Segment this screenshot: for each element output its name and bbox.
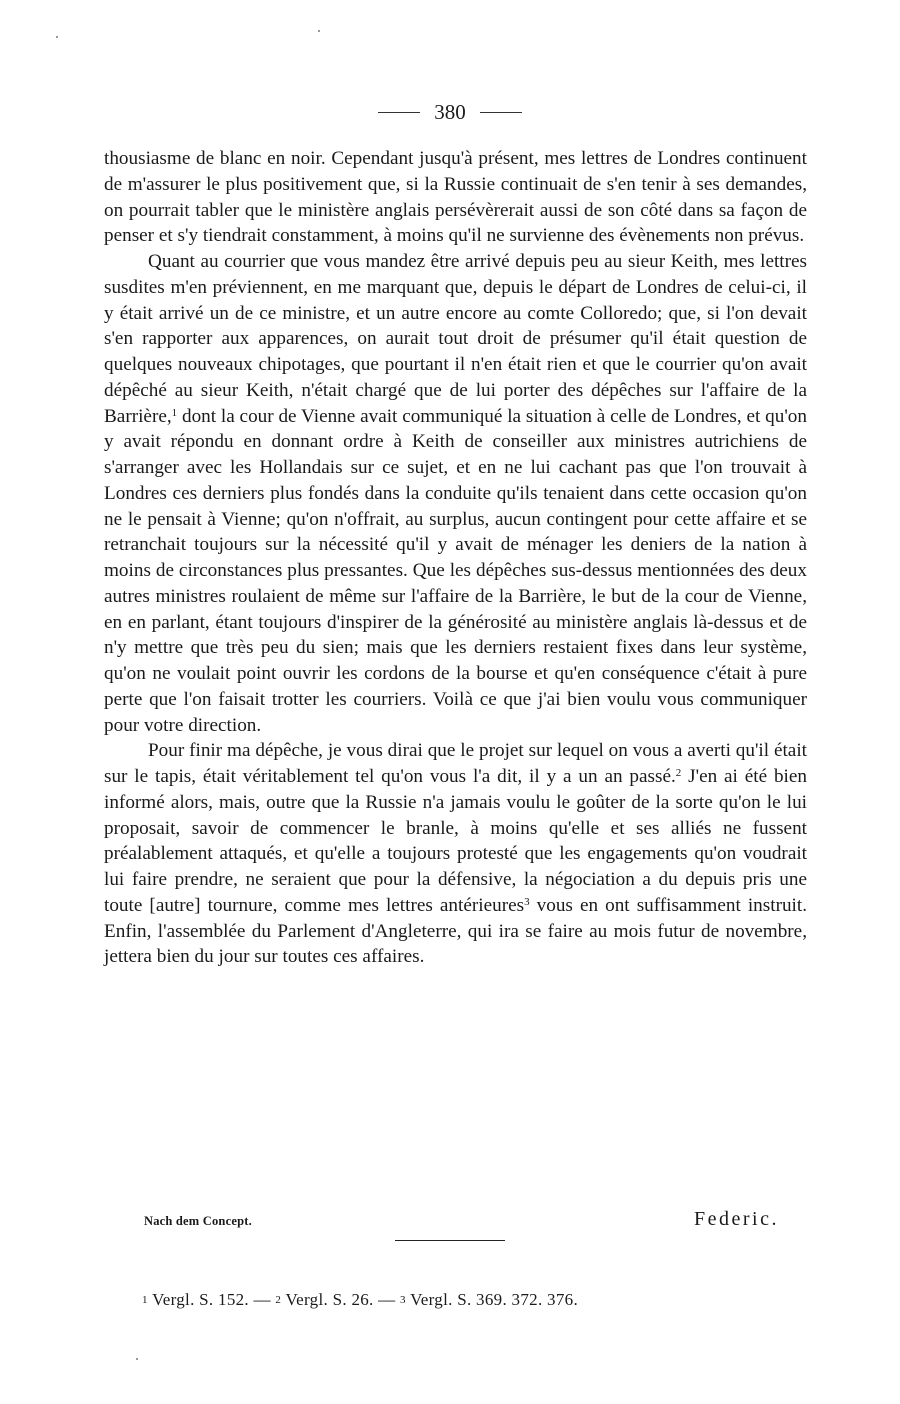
footnote-2 [275,1290,395,1309]
paragraph-3-text-c: vous en ont suffisamment instruit. Enfin, l'assemblée du Parlement d'Angleterre, qui ira se faire au mois futur de novembre, jettera bien du jour sur toutes ces affaires. [104,894,808,968]
page-number: 380 [434,100,466,124]
source-note: Nach dem Concept. [144,1214,252,1228]
footnote-1-text: Vergl. S. 152. — [152,1290,271,1309]
signature: Federic. [694,1208,779,1230]
footnote-2-number: 2 [275,1294,282,1306]
paragraph-3 [104,738,807,970]
footnote-3 [400,1290,578,1309]
paragraph-2-text-a: Quant au courrier que vous mandez être arrivé depuis peu au sieur Keith, mes lettres susdites m'en préviennent, en me marquant que, depuis le départ de Londres de celui-ci, il y était arrivé un de ce ministre, et un autre encore au comte Colloredo; que, si l'on devait s'en rapporter aux apparences, on aurait tout droit de présumer qu'il était question de quelques nouveaux chipotages, que pourtant il n'en était rien et que le courrier qu'on avait dépêché au sieur Keith, n'était chargé que de lui porter des dépêches sur l'affaire de la Barrière, [104,251,807,427]
footnote-1 [142,1290,271,1309]
footnote-ref-2: 2 [675,767,682,779]
header-dash-left [378,112,420,113]
footnotes [142,1288,578,1312]
paper-speck [318,30,320,32]
paper-speck [56,36,58,38]
footnote-3-number: 3 [400,1294,406,1306]
footnote-1-number: 1 [142,1294,148,1306]
footnote-divider [395,1240,505,1241]
paragraph-2 [104,249,807,738]
footnote-3-text: Vergl. S. 369. 372. 376. [410,1290,578,1309]
footnote-ref-1: 1 [171,406,178,419]
paragraph-1-text: thousiasme de blanc en noir. Cependant jusqu'à présent, mes lettres de Londres continuent de m'assurer le plus positivement que, si la Russie continuait de s'en tenir à ses demandes, on pourrait tabler que le ministère anglais persévèrerait aussi de son côté dans sa façon de penser et s'y tiendrait constamment, à moins qu'il ne survienne des évènements non prévus. [104,148,807,247]
paragraph-2-text-b: dont la cour de Vienne avait communiqué la situation à celle de Londres, et qu'on y avait répondu en donnant ordre à Keith de conseiller aux ministres autrichiens de s'arranger avec les Hollandais sur ce sujet, et en ne lui cachant pas que l'on trouvait à Londres ces derniers plus fondés dans la conduite qu'ils tenaient dans cette occasion qu'on ne le pensait à Vienne; qu'on n'offrait, au surplus, aucun contingent pour cette affaire et se retranchait toujours sur la nécessité qu'il y avait de ménager les deniers de la nation à moins de circonstances plus pressantes. Que les dépêches sus-dessus mentionnées des deux autres ministres roulaient de même sur l'affaire de la Barrière, le but de la cour de Vienne, en en parlant, étant toujours d'inspirer de la générosité au ministère anglais là-dessus et de n'y mettre que très peu du sien; mais que les derniers restaient fixes dans leur système, qu'on ne voulait point ouvrir les cordons de la bourse et qu'en conséquence c'était à pure perte que l'on faisait trotter les courriers. Voilà ce que j'ai bien voulu vous communiquer pour votre direction. [104,405,807,736]
page-header [0,98,900,126]
footnote-2-text: Vergl. S. 26. — [285,1290,396,1309]
paragraph-3-text-b: J'en ai été bien informé alors, mais, outre que la Russie n'a jamais voulu le goûter de la sorte qu'on le lui proposait, savoir de commencer le branle, à moins qu'elle et ses alliés ne fussent préalablement attaqués, et qu'elle a toujours protesté que les engagements qu'on voudrait lui faire prendre, ne seraient que pour la défensive, la négociation a du depuis pris une toute [autre] tournure, comme mes lettres antérieures [104,766,807,916]
paper-speck [136,1358,138,1360]
signature-row [104,1208,807,1238]
header-dash-right [480,112,522,113]
paragraph-1 [104,146,807,249]
body-text [104,146,807,970]
footnote-ref-3: 3 [524,895,530,908]
paragraph-3-text-a: Pour finir ma dépêche, je vous dirai que le projet sur lequel on vous a averti qu'il était sur le tapis, était véritablement tel qu'on vous l'a dit, il y a un an passé. [104,740,807,787]
